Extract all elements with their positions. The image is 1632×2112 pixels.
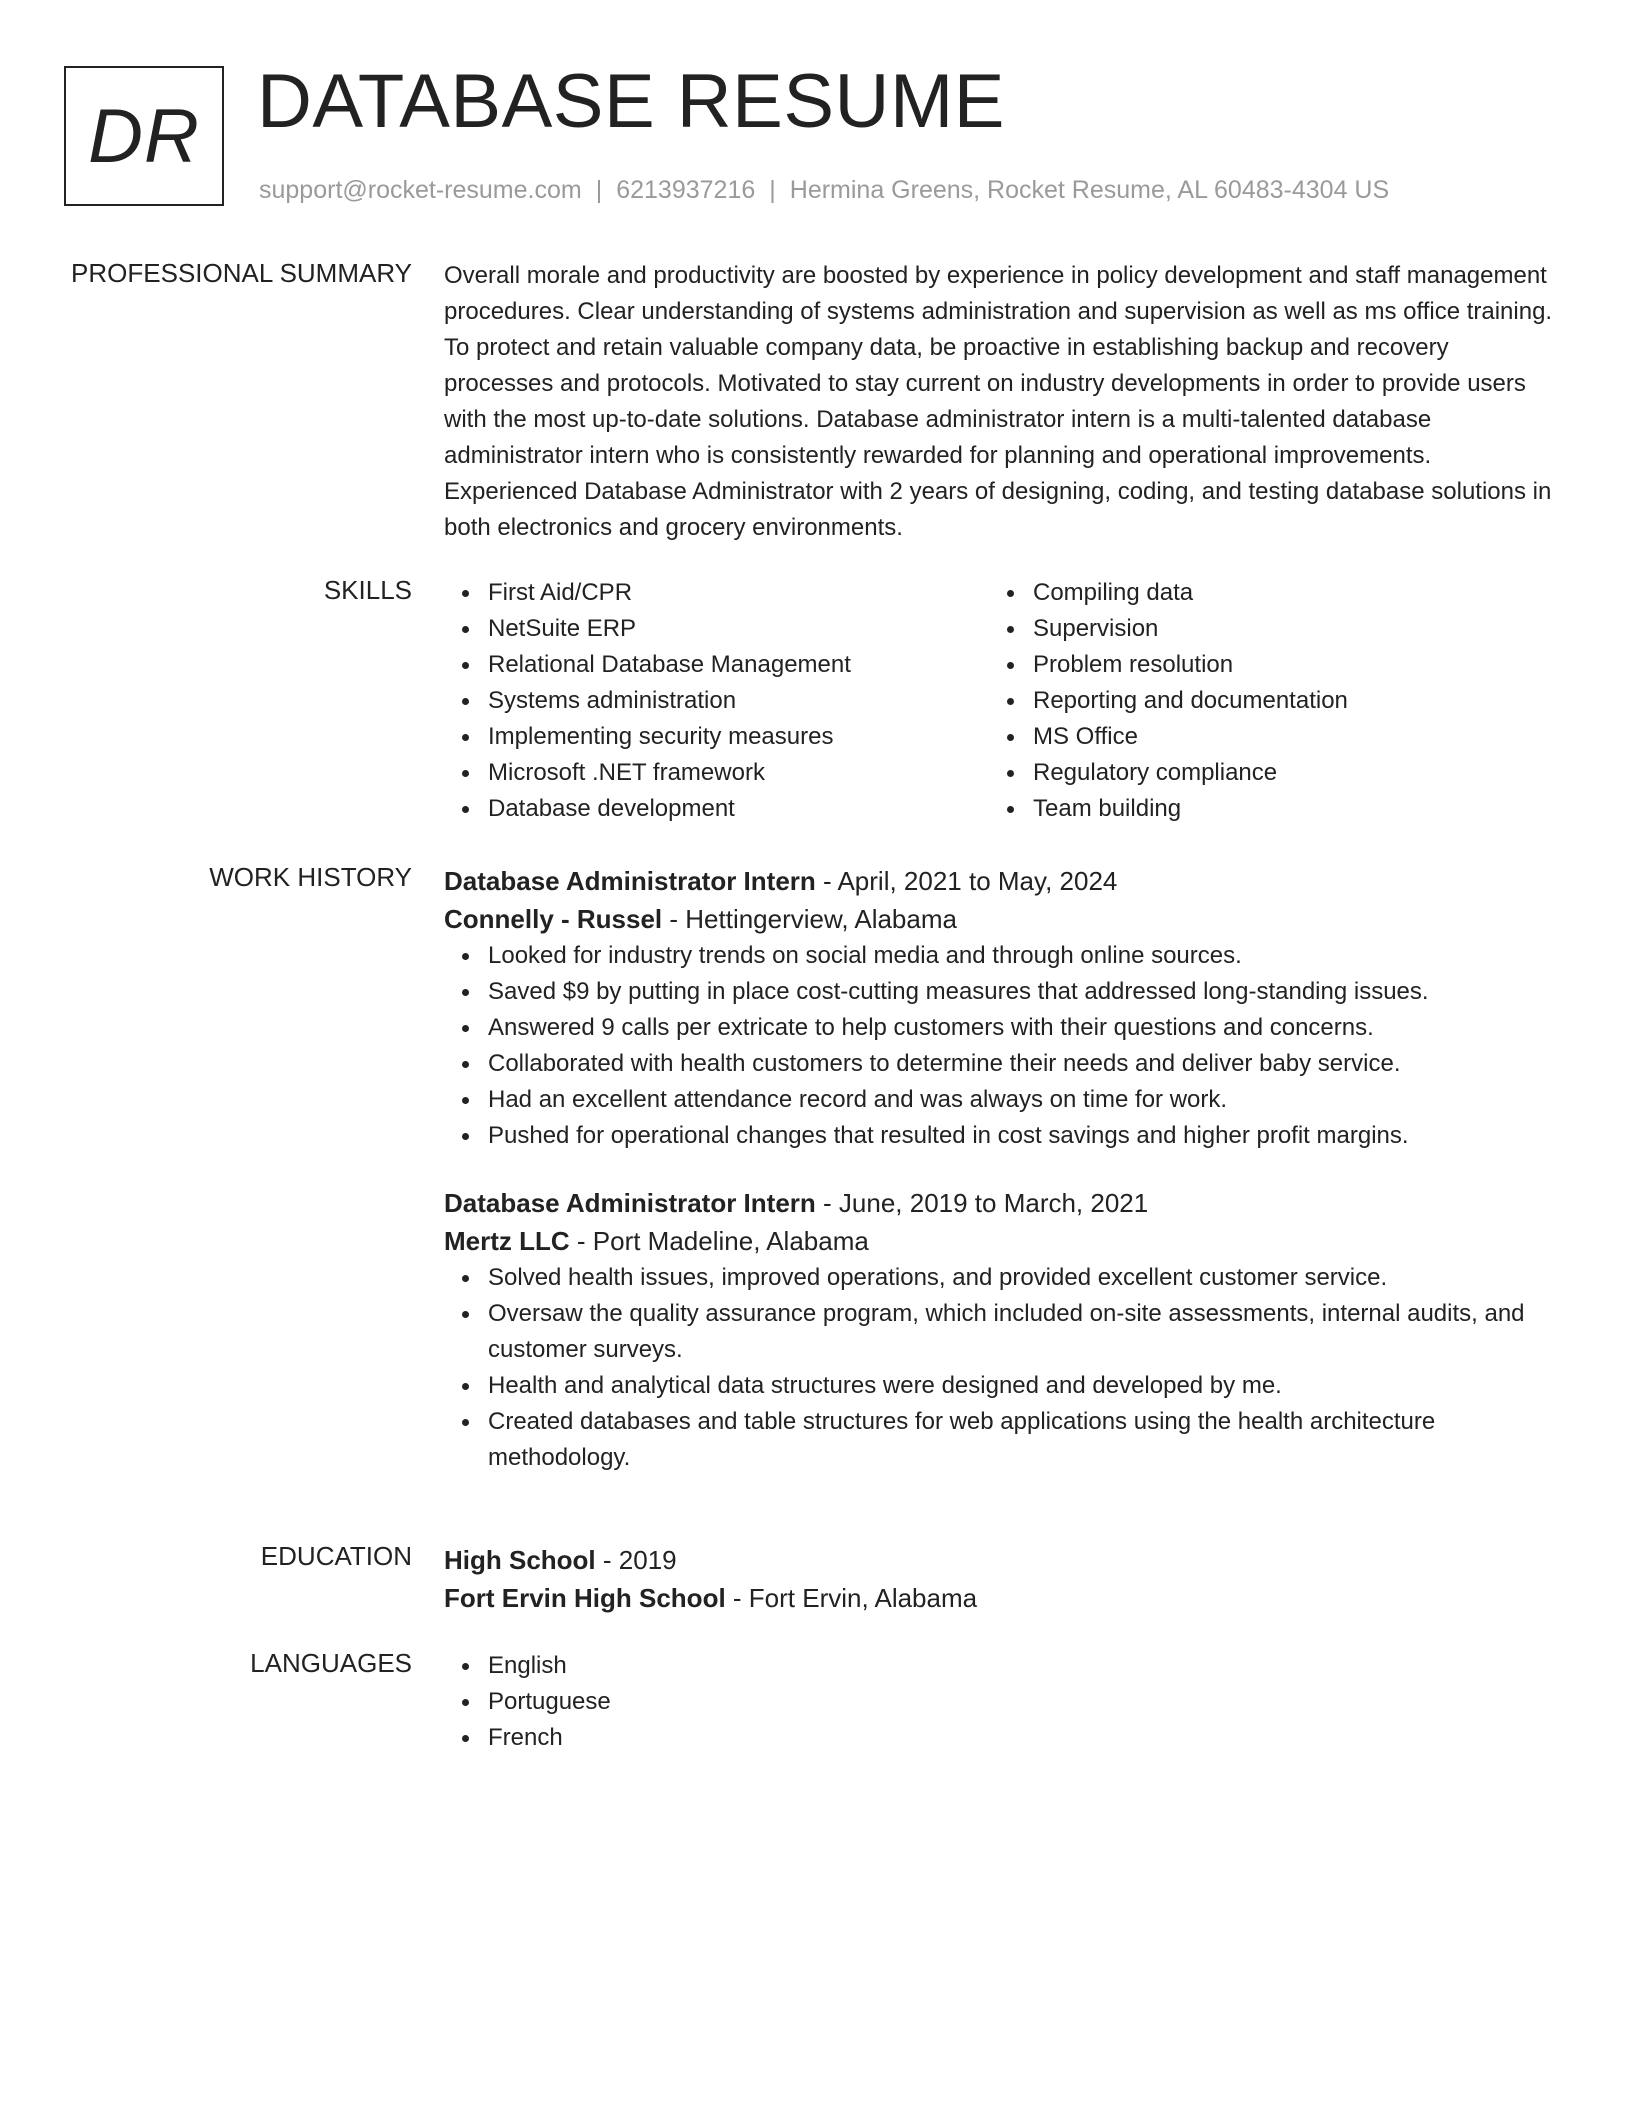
resume-header [64,59,1584,210]
job-entry [444,862,1564,1154]
job-duty: Looked for industry trends on social media and through online sources. [488,938,1564,974]
job-company-line [444,900,1564,938]
education-school: Fort Ervin High School [444,1583,726,1613]
job-entry [444,1184,1564,1476]
job-location: - Port Madeline, Alabama [569,1226,869,1256]
skills-list-left [444,575,989,827]
skill-item: Team building [1033,791,1534,827]
education-degree: High School [444,1545,596,1575]
contact-separator: | [769,176,776,204]
education-degree-line [444,1541,1564,1579]
skills-grid [444,575,1564,827]
job-duty: Pushed for operational changes that resulted in cost savings and higher profit margins. [488,1118,1564,1154]
page-title: DATABASE RESUME [257,59,1005,144]
contact-separator: | [595,176,603,204]
education-year: - 2019 [595,1545,677,1575]
job-duty: Answered 9 calls per extricate to help customers with their questions and concerns. [488,1010,1564,1046]
job-duty: Saved $9 by putting in place cost-cutting measures that addressed long-standing issues. [488,974,1564,1010]
skill-item: Microsoft .NET framework [488,755,989,791]
education-heading: EDUCATION [260,1541,412,1571]
contact-email: support@rocket-resume.com [259,176,582,204]
job-company: Connelly - Russel [444,904,663,934]
job-duty: Collaborated with health customers to determine their needs and deliver baby service. [488,1046,1564,1082]
job-title: Database Administrator Intern [444,1188,816,1218]
skill-item: NetSuite ERP [488,611,989,647]
job-location: - Hettingerview, Alabama [662,904,957,934]
language-item: English [488,1648,1564,1684]
skill-item: Database development [488,791,989,827]
summary-heading: PROFESSIONAL SUMMARY [71,258,412,288]
skill-item: Reporting and documentation [1033,683,1534,719]
language-item: French [488,1720,1564,1756]
skill-item: MS Office [1033,719,1534,755]
job-duty: Oversaw the quality assurance program, which included on-site assessments, internal audits, and customer surveys. [488,1296,1564,1368]
skill-item: Relational Database Management [488,647,989,683]
languages-heading: LANGUAGES [250,1648,412,1678]
job-dates: - April, 2021 to May, 2024 [815,866,1118,896]
contact-address: Hermina Greens, Rocket Resume, AL 60483-4304 US [789,176,1390,204]
languages-list [444,1648,1564,1756]
job-company: Mertz LLC [444,1226,570,1256]
skills-heading: SKILLS [323,575,412,605]
job-duties-list [444,938,1564,1154]
contact-line [259,176,1389,205]
skill-item: Regulatory compliance [1033,755,1534,791]
education-school-line [444,1579,1564,1617]
skill-item: Problem resolution [1033,647,1534,683]
job-duty: Created databases and table structures for web applications using the health architecture methodology. [488,1404,1564,1476]
skill-item: Systems administration [488,683,989,719]
skill-item: Compiling data [1033,575,1534,611]
skill-item: First Aid/CPR [488,575,989,611]
job-duties-list [444,1260,1564,1476]
skill-item: Implementing security measures [488,719,989,755]
job-dates: - June, 2019 to March, 2021 [815,1188,1149,1218]
monogram-badge: DR [64,66,224,206]
job-title: Database Administrator Intern [444,866,816,896]
job-title-line [444,862,1564,900]
job-duty: Health and analytical data structures were designed and developed by me. [488,1368,1564,1404]
language-item: Portuguese [488,1684,1564,1720]
job-duty: Solved health issues, improved operations, and provided excellent customer service. [488,1260,1564,1296]
job-company-line [444,1222,1564,1260]
skill-item: Supervision [1033,611,1534,647]
skills-list-right [989,575,1534,827]
job-duty: Had an excellent attendance record and was always on time for work. [488,1082,1564,1118]
job-title-line [444,1184,1564,1222]
education-location: - Fort Ervin, Alabama [725,1583,978,1613]
contact-phone: 6213937216 [616,176,756,204]
work-history-heading: WORK HISTORY [209,862,412,892]
summary-text: Overall morale and productivity are boosted by experience in policy development and staff management procedures. Clear understanding of systems administration and supervision as well as ms office training. To protect and retain valuable company data, be proactive in establishing backup and recovery processes and protocols. Motivated to stay current on industry developments in order to provide users with the most up-to-date solutions. Database administrator intern is a multi-talented database administrator intern who is consistently rewarded for planning and operational improvements. Experienced Database Administrator with 2 years of designing, coding, and testing database solutions in both electronics and grocery environments. [444,262,1553,541]
